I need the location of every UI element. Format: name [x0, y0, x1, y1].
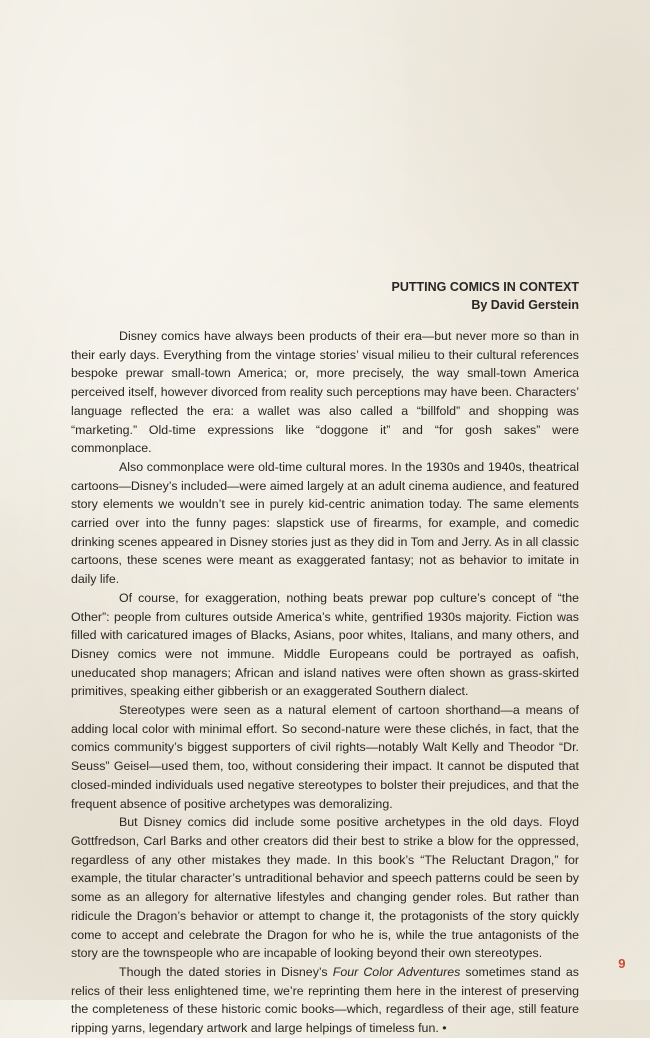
paragraph-6 — [71, 963, 579, 1038]
paragraph-6-lead: Though the dated stories in Disney’s — [119, 964, 333, 979]
paragraph-1: Disney comics have always been products of their era—but never more so than in their early days. Everything from the vintage stories’ visual milieu to their cultural references bespoke prewar small-town America; or, more precisely, the way small-town America perceived itself, however divorced from reality such perceptions may have been. Characters’ language reflected the era: a wallet was also called a “billfold” and shopping was “marketing.” Old-time expressions like “doggone it” and “for gosh sakes” were commonplace. — [71, 329, 579, 456]
page-number: 9 — [618, 956, 626, 971]
article-body — [71, 327, 579, 1038]
article-byline: By David Gerstein — [471, 298, 579, 312]
paragraph-4: Stereotypes were seen as a natural element of cartoon shorthand—a means of adding local color with minimal effort. So second-nature were these clichés, in fact, that the comics community’s biggest supporters of civil rights—notably Walt Kelly and Theodor “Dr. Seuss” Geisel—used them, too, without considering their impact. It cannot be disputed that closed-minded individuals used negative stereotypes to bolster their prejudices, and that the frequent absence of positive archetypes was demoralizing. — [71, 703, 579, 811]
paragraph-6-rest: sometimes stand as relics of their less enlightened time, we’re reprinting them here in the interest of preserving the completeness of these historic comic books—which, regardless of their age, still feature ripping yarns, legendary artwork and large helpings of timeless fun. • — [71, 964, 579, 1036]
paragraph-5: But Disney comics did include some positive archetypes in the old days. Floyd Gottfredson, Carl Barks and other creators did their best to strike a blow for the oppressed, regardless of any other mistakes they made. In this book’s “The Reluctant Dragon,” for example, the titular character’s untraditional behavior and speech patterns could be seen by some as an allegory for alternative lifestyles and changing gender roles. But rather than ridicule the Dragon’s behavior or attempt to change it, the protagonists of the story quickly come to accept and celebrate the Dragon for who he is, while the true antagonists of the story are the townspeople who are incapable of looking beyond their own stereotypes. — [71, 815, 579, 961]
paragraph-2: Also commonplace were old-time cultural mores. In the 1930s and 1940s, theatrical cartoons—Disney’s included—were aimed largely at an adult cinema audience, and featured story elements we wouldn’t see in purely kid-centric animation today. The same elements carried over into the funny pages: slapstick use of firearms, for example, and comedic drinking scenes appeared in Disney stories just as they did in Tom and Jerry. As in all classic cartoons, these scenes were meant as exaggerated fantasy; not as behavior to imitate in daily life. — [71, 459, 579, 587]
article-heading — [392, 278, 580, 314]
paragraph-3: Of course, for exaggeration, nothing beats prewar pop culture’s concept of “the Other”: people from cultures outside America’s white, gentrified 1930s majority. Fiction was filled with caricatured images of Blacks, Asians, poor whites, Italians, and many others, and Disney comics were not immune. Middle Europeans could be portrayed as oafish, uneducated shop managers; African and island natives were often shown as grass-skirted primitives, speaking either gibberish or an exaggerated Southern dialect. — [71, 590, 579, 699]
article-title: PUTTING COMICS IN CONTEXT — [391, 280, 579, 294]
book-title: Four Color Adventures — [332, 964, 461, 979]
